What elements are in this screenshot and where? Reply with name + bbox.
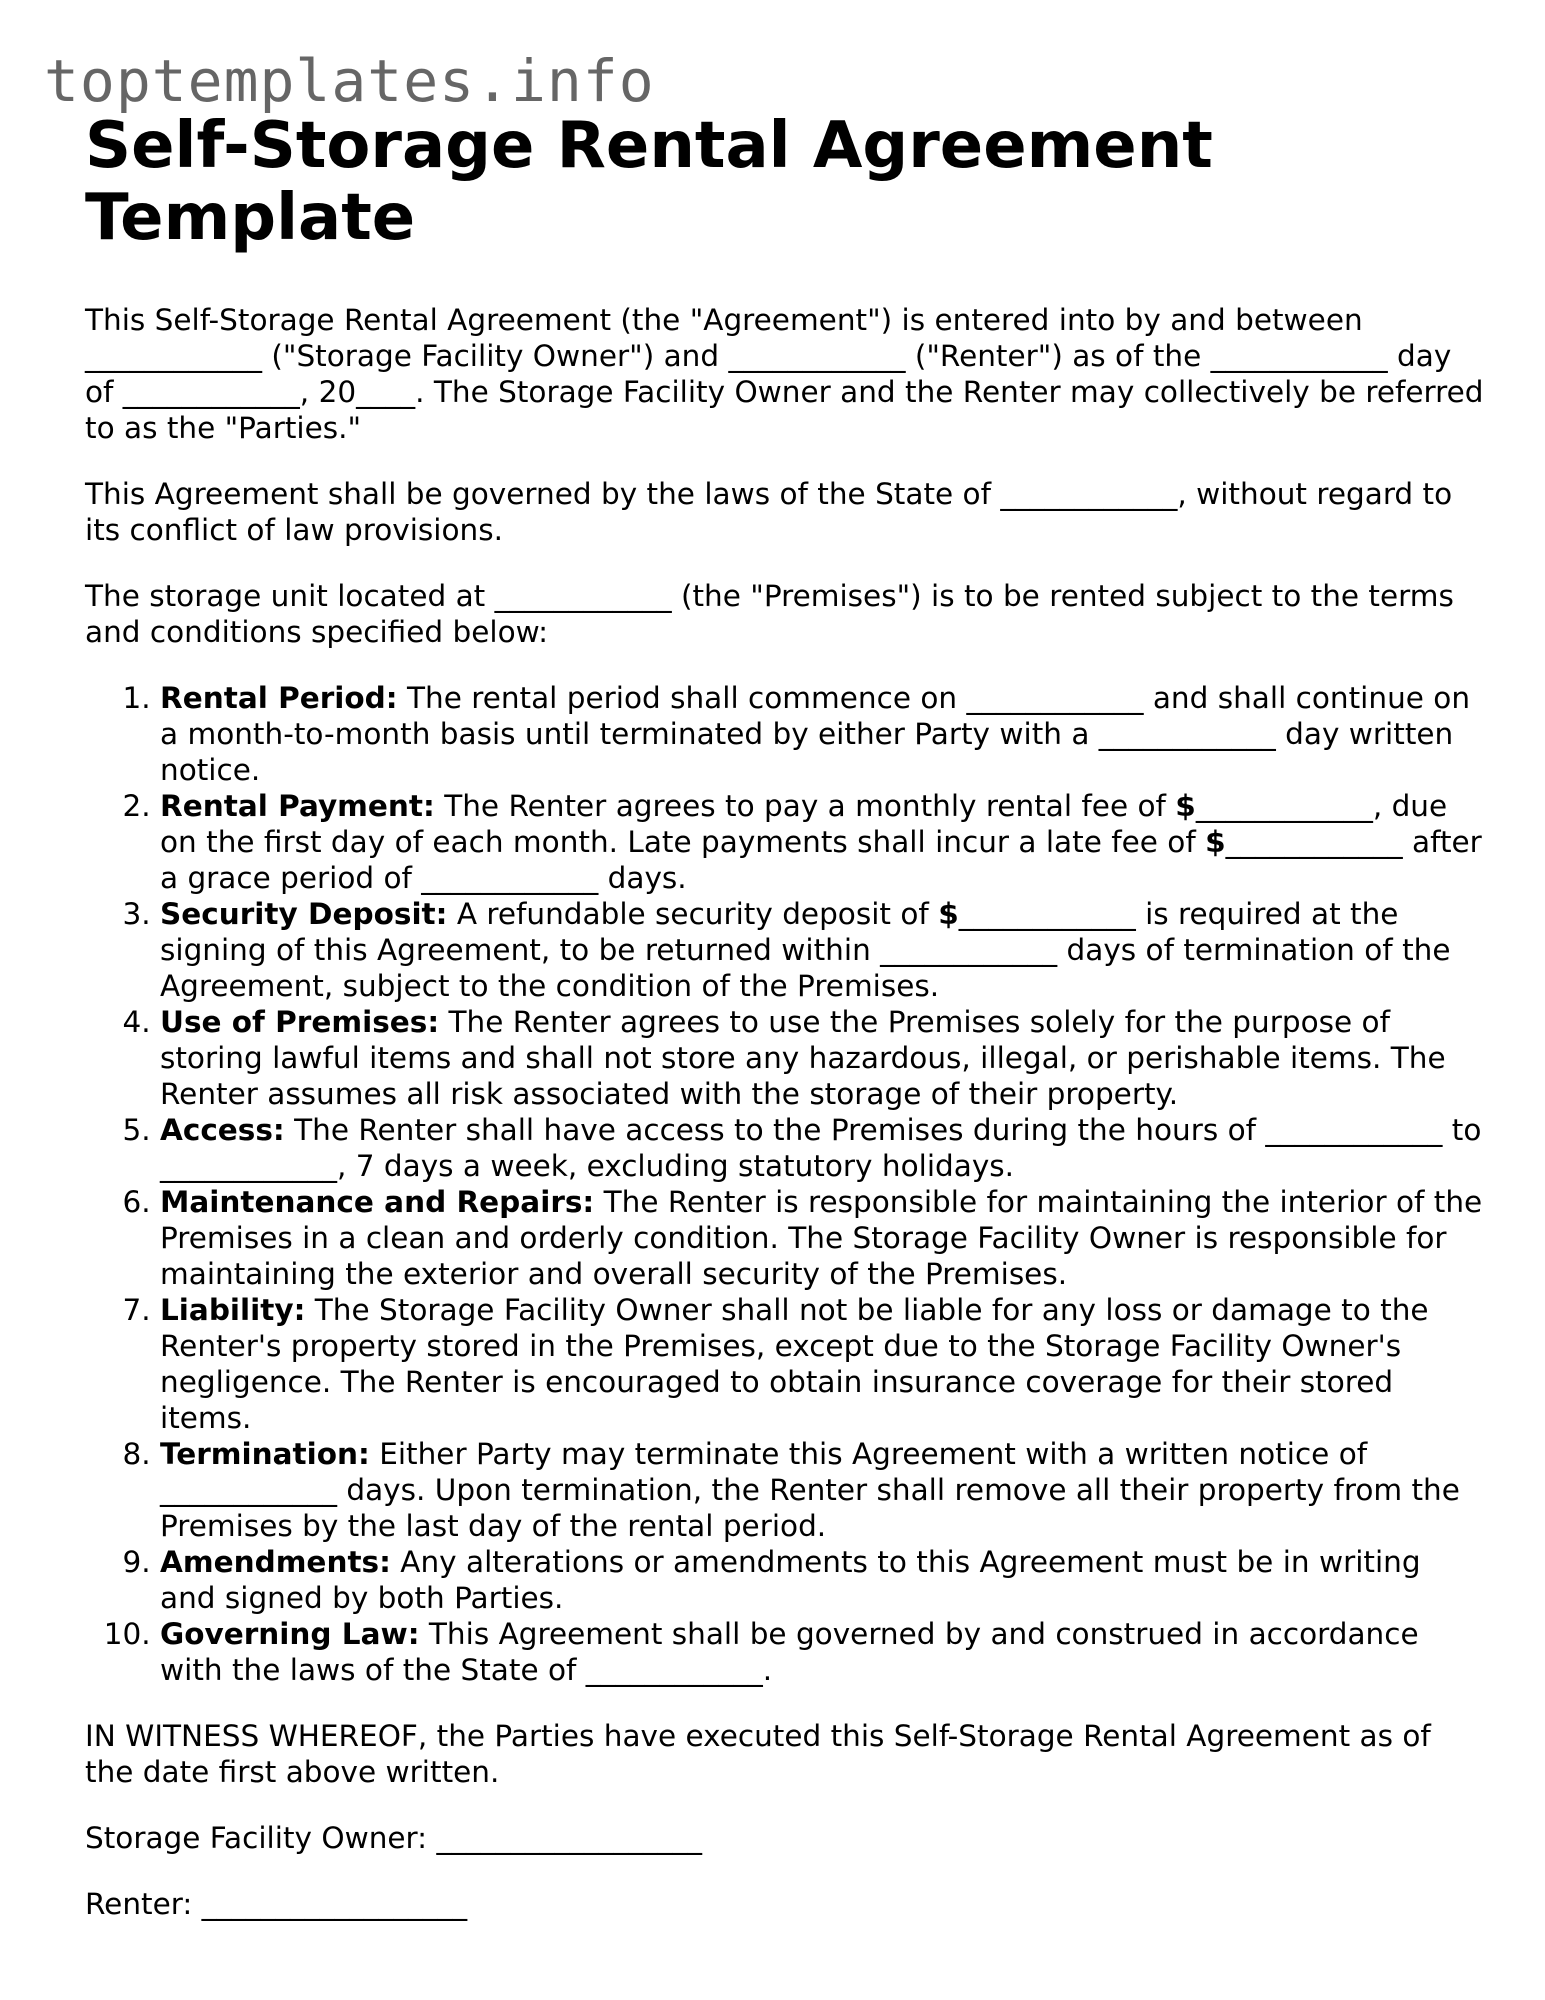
term-text: This Agreement shall be governed by and construed in accordance with the laws of the State of ____________. <box>160 1617 1419 1687</box>
document <box>85 110 1485 1922</box>
term-governing-law <box>160 1616 1485 1688</box>
term-security-deposit <box>160 896 1485 1004</box>
term-text: The Renter agrees to use the Premises solely for the purpose of storing lawful items and shall not store any hazardous, illegal, or perishable items. The Renter assumes all risk associated with the storage of their property. <box>160 1005 1446 1111</box>
term-text: The Renter agrees to pay a monthly rental fee of <box>434 789 1176 823</box>
term-text: The rental period shall commence on ____________ and shall continue on a month-to-month basis until terminated by either Party with a ____________ day written notice. <box>160 681 1471 787</box>
term-text: The Renter is responsible for maintaining the interior of the Premises in a clean and orderly condition. The Storage Facility Owner is responsible for maintaining the exterior and overall security of the Premises. <box>160 1185 1483 1291</box>
currency-symbol: $ <box>1205 825 1226 859</box>
term-access <box>160 1112 1485 1184</box>
term-termination <box>160 1436 1485 1544</box>
term-label: Rental Period: <box>160 681 398 715</box>
term-text: ____________, due on the first day of each month. Late payments shall incur a late fee of <box>160 789 1448 859</box>
term-label: Access: <box>160 1113 285 1147</box>
renter-signature-line: Renter: __________________ <box>85 1887 468 1921</box>
term-text: The Renter shall have access to the Premises during the hours of ____________ to ____________, 7 days a week, excluding statutory holidays. <box>160 1113 1482 1183</box>
term-maintenance <box>160 1184 1485 1292</box>
term-text: Either Party may terminate this Agreement with a written notice of ____________ days. Upon termination, the Renter shall remove all their property from the Premises by the last day of the rental period. <box>160 1437 1460 1543</box>
term-text: Any alterations or amendments to this Agreement must be in writing and signed by both Parties. <box>160 1545 1421 1615</box>
currency-symbol: $ <box>1175 789 1196 823</box>
document-body <box>85 302 1485 1922</box>
currency-symbol: $ <box>938 897 959 931</box>
term-label: Maintenance and Repairs: <box>160 1185 595 1219</box>
term-text: ____________ after a grace period of ____________ days. <box>160 825 1482 895</box>
witness-paragraph: IN WITNESS WHEREOF, the Parties have executed this Self-Storage Rental Agreement as of the date first above written. <box>85 1719 1431 1789</box>
term-use-of-premises <box>160 1004 1485 1112</box>
intro-paragraph: This Self-Storage Rental Agreement (the "Agreement") is entered into by and between ____________ ("Storage Facility Owner") and ____________ ("Renter") as of the ____________ day of ____________, 20____. The Storage Facility Owner and the Renter may collectively be referred to as the "Parties." <box>85 303 1484 445</box>
premises-paragraph: The storage unit located at ____________ (the "Premises") is to be rented subject to the terms and conditions specified below: <box>85 579 1454 649</box>
term-text: ____________ is required at the signing of this Agreement, to be returned within ____________ days of termination of the Agreement, subject to the condition of the Premises. <box>160 897 1451 1003</box>
document-title: Self-Storage Rental Agreement Template <box>85 109 1213 255</box>
term-label: Amendments: <box>160 1545 391 1579</box>
term-label: Liability: <box>160 1293 306 1327</box>
term-label: Use of Premises: <box>160 1005 440 1039</box>
watermark: toptemplates.info <box>44 47 655 115</box>
governing-law-paragraph: This Agreement shall be governed by the laws of the State of ____________, without regard to its conflict of law provisions. <box>85 477 1453 547</box>
term-rental-period <box>160 680 1485 788</box>
term-text: A refundable security deposit of <box>447 897 939 931</box>
term-label: Termination: <box>160 1437 370 1471</box>
owner-signature-line: Storage Facility Owner: __________________ <box>85 1821 702 1855</box>
term-label: Security Deposit: <box>160 897 448 931</box>
term-label: Rental Payment: <box>160 789 435 823</box>
term-amendments <box>160 1544 1485 1616</box>
term-liability <box>160 1292 1485 1436</box>
term-rental-payment <box>160 788 1485 896</box>
term-text: The Storage Facility Owner shall not be liable for any loss or damage to the Renter's property stored in the Premises, except due to the Storage Facility Owner's negligence. The Renter is encouraged to obtain insurance coverage for their stored items. <box>160 1293 1429 1435</box>
term-label: Governing Law: <box>160 1617 420 1651</box>
terms-list <box>85 680 1485 1688</box>
